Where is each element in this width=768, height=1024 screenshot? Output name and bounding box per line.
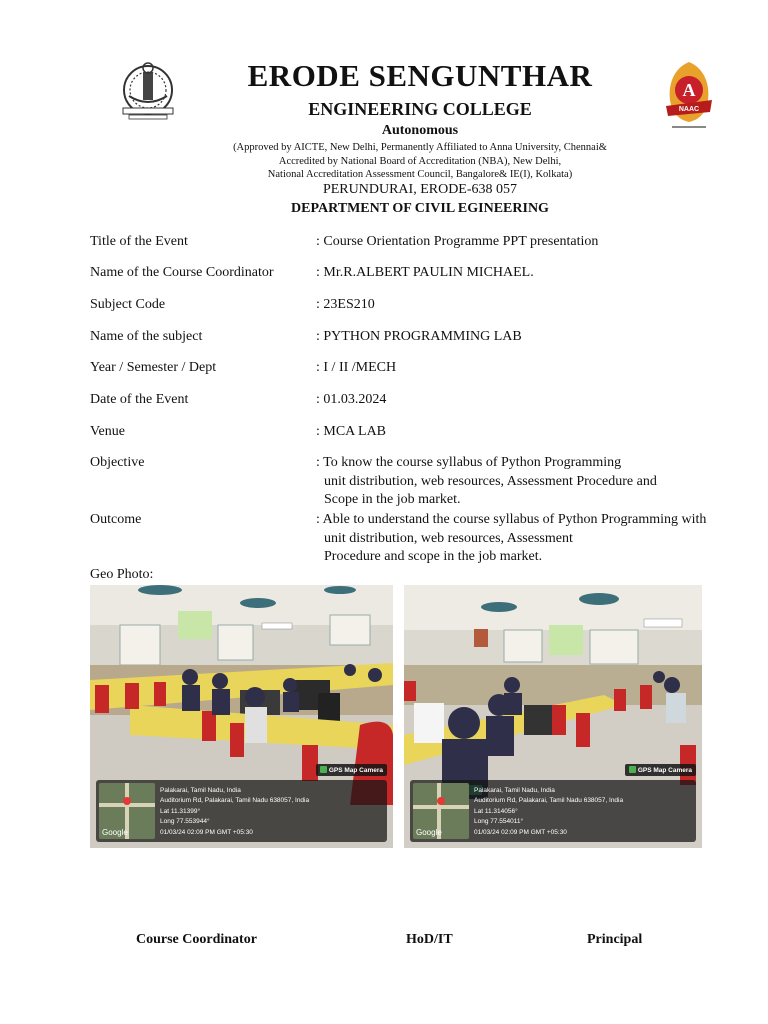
detail-label: Outcome [90, 512, 142, 527]
detail-label: Year / Semester / Dept [90, 360, 217, 375]
detail-value-line: : Able to understand the course syllabus of Python Programming with [316, 512, 707, 527]
signature-principal: Principal [587, 932, 643, 947]
map-thumbnail [99, 783, 155, 839]
map-label: Google [102, 828, 128, 837]
college-location: PERUNDURAI, ERODE-638 057 [322, 182, 518, 197]
gps-map-camera-badge [625, 764, 696, 776]
detail-value: : PYTHON PROGRAMMING LAB [316, 329, 522, 344]
detail-value: : MCA LAB [316, 424, 387, 439]
detail-value-line: : To know the course syllabus of Python Programming [316, 455, 622, 470]
geo-line: Long 77.553944° [160, 818, 210, 826]
geo-line: Auditorium Rd, Palakarai, Tamil Nadu 638057, India [474, 797, 624, 805]
approval-line: Accredited by National Board of Accreditation (NBA), New Delhi, [278, 155, 562, 167]
naac-text: NAAC [678, 106, 700, 113]
detail-label: Objective [90, 455, 145, 470]
college-subtitle: ENGINEERING COLLEGE [308, 99, 532, 119]
detail-value-line: unit distribution, web resources, Assessment Procedure and [324, 473, 657, 489]
geo-tag-overlay [410, 780, 696, 842]
badge-label: GPS Map Camera [328, 767, 383, 774]
gps-camera-icon [320, 766, 327, 773]
map-pin-icon [123, 797, 131, 805]
detail-value-line: Scope in the job market. [324, 492, 461, 507]
geo-line: 01/03/24 02:09 PM GMT +05:30 [474, 828, 567, 836]
approval-line: National Accreditation Assessment Council, Bangalore& IE(I), Kolkata) [267, 169, 573, 180]
geo-tag-overlay [96, 780, 387, 842]
geo-line: Lat 11.31399° [160, 807, 201, 815]
detail-value-line: Procedure and scope in the job market. [324, 549, 543, 564]
detail-value-line: unit distribution, web resources, Assessment [324, 530, 573, 546]
geo-line: Palakarai, Tamil Nadu, India [474, 787, 555, 794]
map-thumbnail [413, 783, 469, 839]
detail-value [316, 511, 706, 567]
detail-value: : 01.03.2024 [316, 392, 387, 407]
approval-line: (Approved by AICTE, New Delhi, Permanently Affiliated to Anna University, Chennai& [233, 142, 607, 153]
approval-text [0, 141, 768, 182]
geo-line: Long 77.554011° [474, 818, 524, 826]
naac-grade: A [682, 80, 696, 100]
detail-value: : Mr.R.ALBERT PAULIN MICHAEL. [316, 265, 534, 280]
detail-label: Title of the Event [90, 234, 188, 249]
gps-map-camera-badge [316, 764, 387, 776]
detail-value: : 23ES210 [316, 297, 375, 312]
detail-label: Venue [90, 424, 125, 439]
geo-line: Auditorium Rd, Palakarai, Tamil Nadu 638057, India [160, 797, 310, 805]
geo-line: 01/03/24 02:09 PM GMT +05:30 [160, 828, 253, 836]
geo-line: Lat 11.314056° [474, 807, 518, 815]
detail-label: Name of the subject [90, 329, 203, 344]
geo-tag-text [474, 786, 623, 838]
signature-course-coordinator: Course Coordinator [136, 932, 257, 947]
department-name: DEPARTMENT OF CIVIL EGINEERING [291, 201, 549, 216]
detail-value: : Course Orientation Programme PPT presentation [316, 234, 599, 249]
signature-hod: HoD/IT [406, 932, 453, 947]
gps-camera-icon [629, 766, 636, 773]
college-name: ERODE SENGUNTHAR [247, 58, 593, 93]
detail-label: Subject Code [90, 297, 166, 312]
geo-photo-2 [404, 585, 702, 848]
map-pin-icon [437, 797, 445, 805]
geo-photo-label: Geo Photo: [90, 567, 154, 582]
map-label: Google [416, 828, 442, 837]
geo-tag-text [160, 786, 309, 838]
detail-label: Date of the Event [90, 392, 189, 407]
geo-photo-1 [90, 585, 393, 848]
detail-value [316, 454, 657, 510]
detail-label: Name of the Course Coordinator [90, 265, 274, 280]
geo-line: Palakarai, Tamil Nadu, India [160, 787, 241, 794]
college-status: Autonomous [381, 123, 459, 138]
detail-value: : I / II /MECH [316, 360, 397, 375]
badge-label: GPS Map Camera [637, 767, 692, 774]
